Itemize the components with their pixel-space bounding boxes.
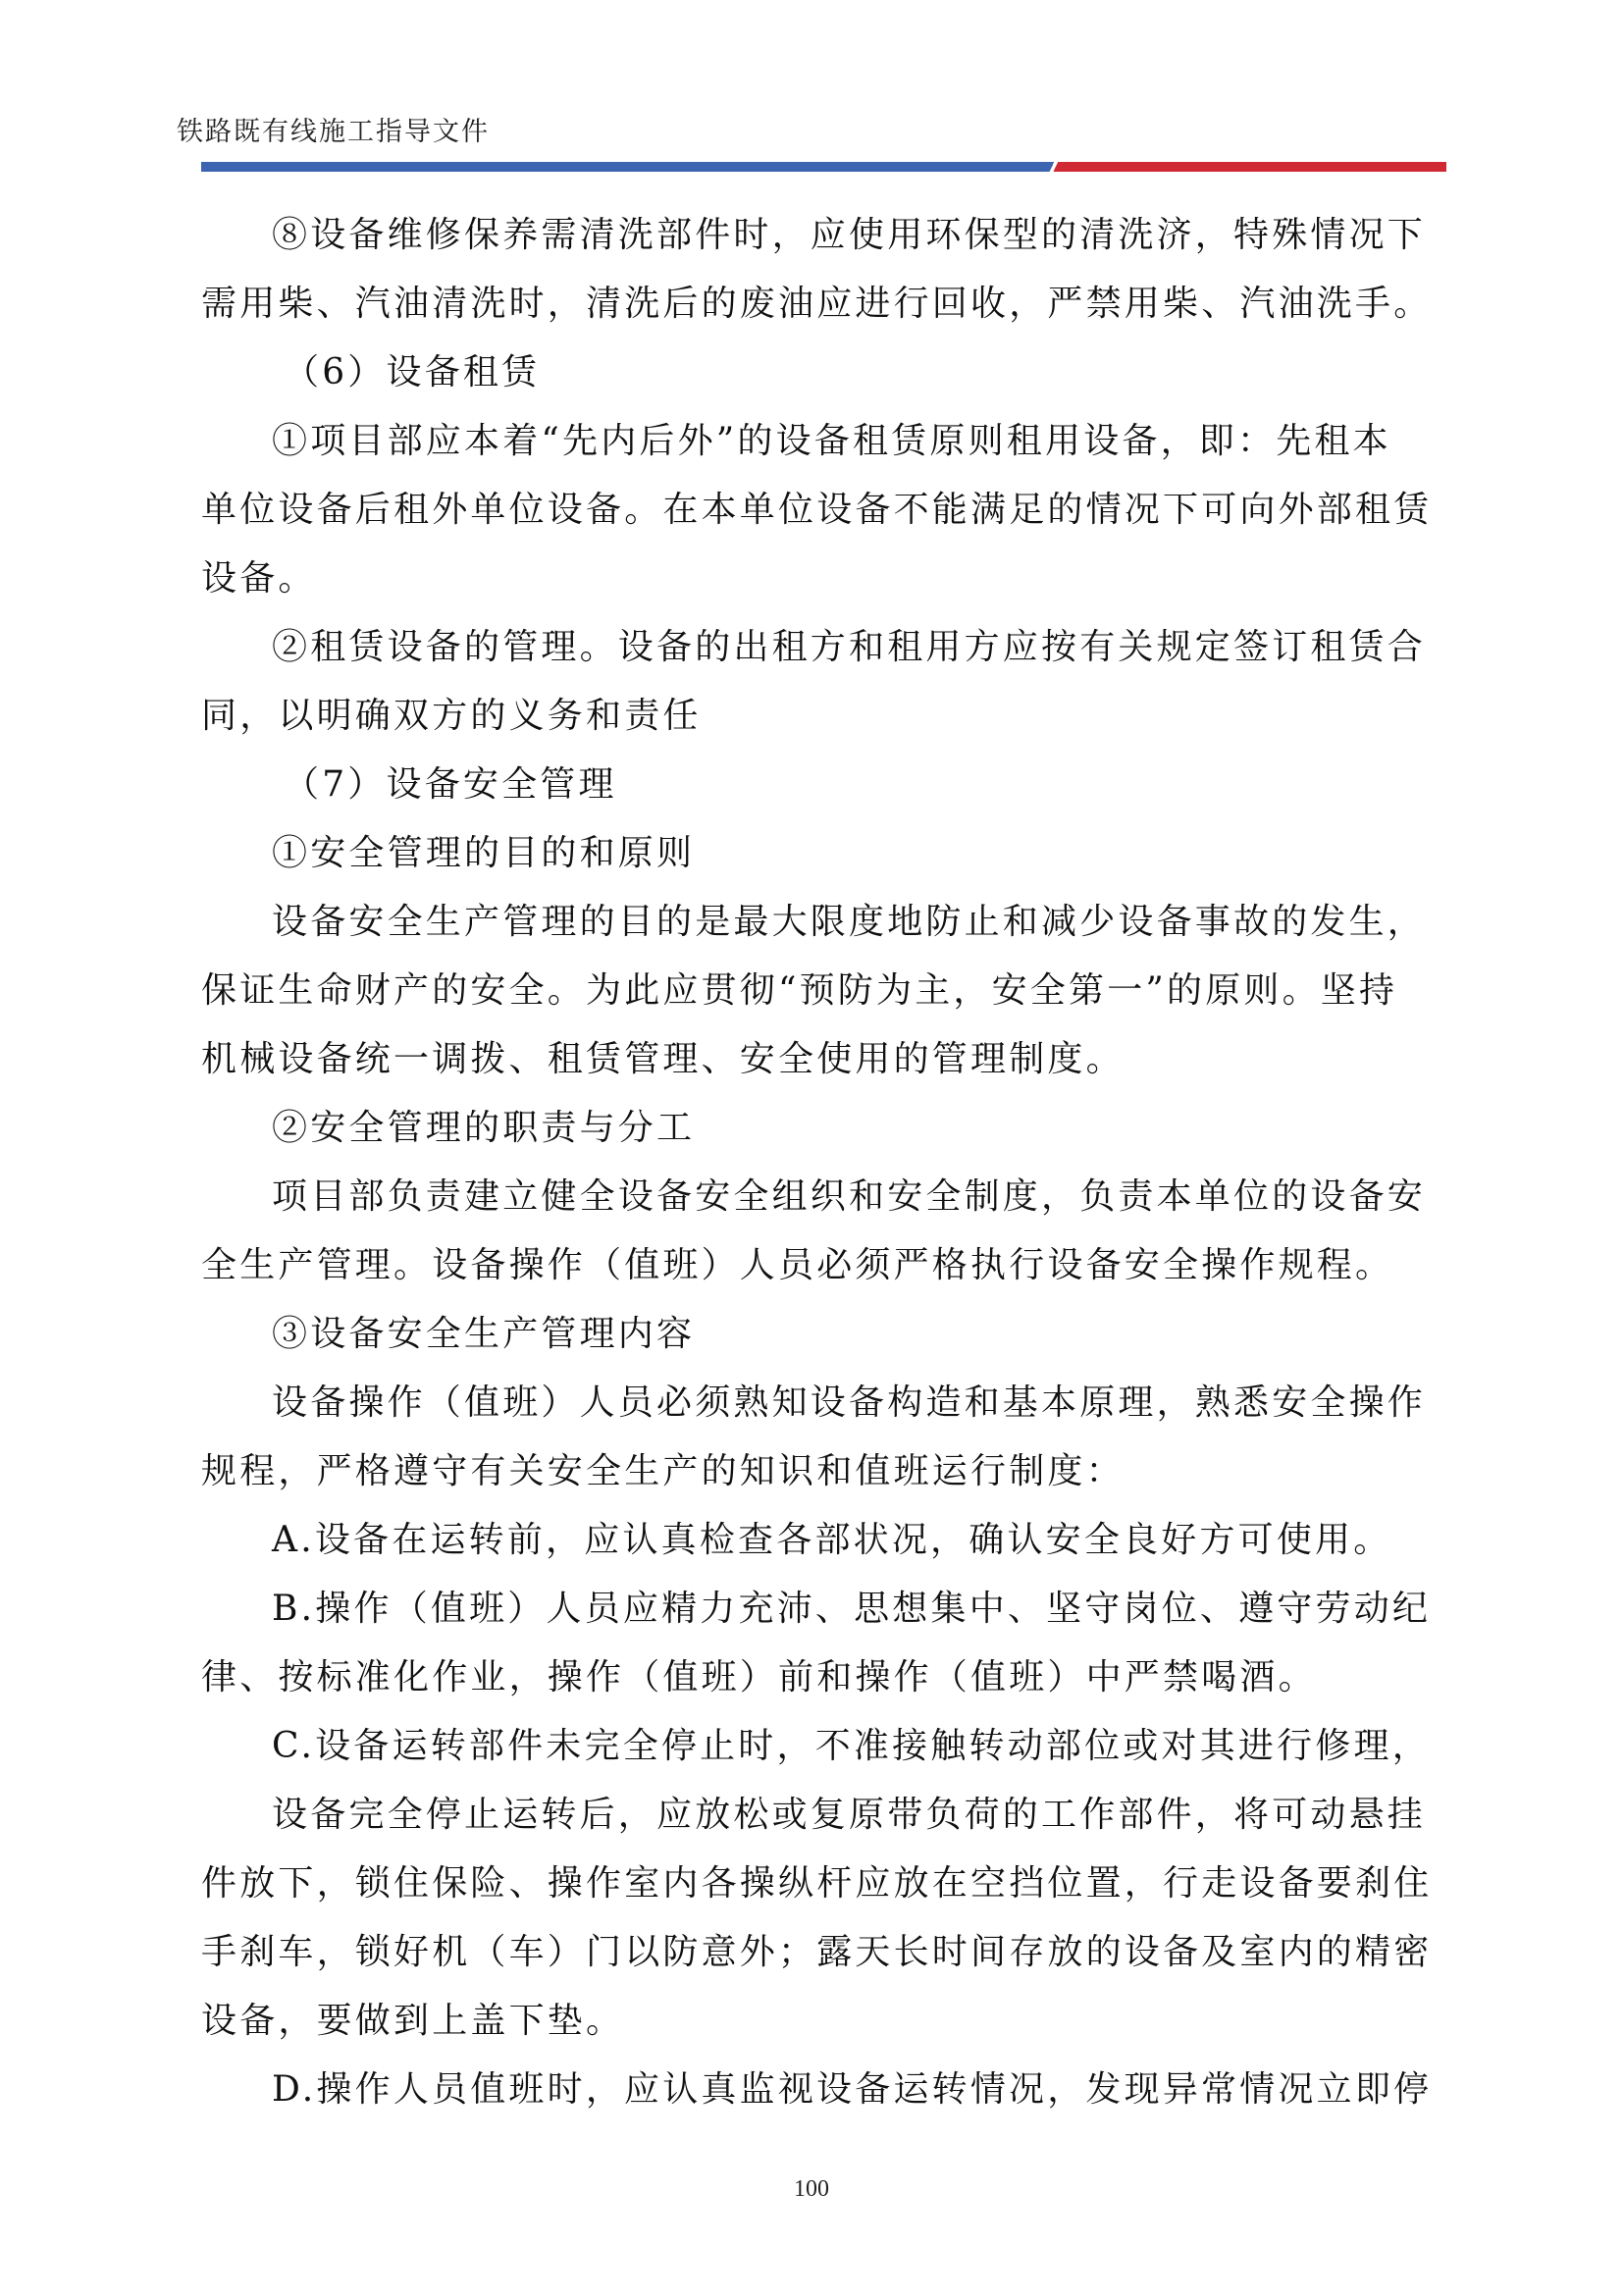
paragraph-line: 设备。 bbox=[201, 558, 317, 599]
paragraph-line: 设备安全生产管理的目的是最大限度地防止和减少设备事故的发生， bbox=[272, 902, 1427, 942]
paragraph-line: 手刹车，锁好机（车）门以防意外；露天长时间存放的设备及室内的精密 bbox=[201, 1932, 1433, 1972]
list-item-d: D.操作人员值班时，应认真监视设备运转情况，发现异常情况立即停 bbox=[272, 2069, 1433, 2110]
list-item-c: C.设备运转部件未完全停止时，不准接触转动部位或对其进行修理， bbox=[272, 1726, 1431, 1766]
subsection-heading: ②安全管理的职责与分工 bbox=[272, 1108, 696, 1148]
paragraph-line: 单位设备后租外单位设备。在本单位设备不能满足的情况下可向外部租赁 bbox=[201, 490, 1433, 530]
document-body bbox=[201, 201, 1447, 2124]
paragraph-line: ①项目部应本着“先内后外”的设备租赁原则租用设备，即：先租本 bbox=[272, 421, 1391, 461]
subsection-heading: ③设备安全生产管理内容 bbox=[272, 1314, 696, 1354]
subsection-heading: ①安全管理的目的和原则 bbox=[272, 833, 696, 873]
header-rule-red bbox=[1053, 162, 1446, 172]
paragraph-line: ⑧设备维修保养需清洗部件时，应使用环保型的清洗济，特殊情况下 bbox=[272, 215, 1427, 255]
paragraph-line: 机械设备统一调拨、租赁管理、安全使用的管理制度。 bbox=[201, 1039, 1125, 1079]
header-rule-blue bbox=[201, 162, 1053, 172]
section-heading: （7）设备安全管理 bbox=[284, 764, 617, 805]
paragraph-line: 同，以明确双方的义务和责任 bbox=[201, 696, 702, 736]
header-rule-divider bbox=[1038, 162, 1068, 172]
paragraph-line: 需用柴、汽油清洗时，清洗后的废油应进行回收，严禁用柴、汽油洗手。 bbox=[201, 284, 1433, 324]
paragraph-line: 设备操作（值班）人员必须熟知设备构造和基本原理，熟悉安全操作 bbox=[272, 1383, 1427, 1423]
paragraph-line: 设备，要做到上盖下垫。 bbox=[201, 2001, 625, 2041]
page-number: 100 bbox=[794, 2176, 829, 2202]
paragraph-line: 律、按标准化作业，操作（值班）前和操作（值班）中严禁喝酒。 bbox=[201, 1657, 1317, 1697]
section-heading: （6）设备租赁 bbox=[284, 352, 541, 392]
paragraph-line: 全生产管理。设备操作（值班）人员必须严格执行设备安全操作规程。 bbox=[201, 1245, 1394, 1285]
list-item-a: A.设备在运转前，应认真检查各部状况，确认安全良好方可使用。 bbox=[272, 1520, 1392, 1560]
list-item-b: B.操作（值班）人员应精力充沛、思想集中、坚守岗位、遵守劳动纪 bbox=[272, 1589, 1432, 1629]
paragraph-line: 规程，严格遵守有关安全生产的知识和值班运行制度： bbox=[201, 1451, 1125, 1491]
paragraph-line: ②租赁设备的管理。设备的出租方和租用方应按有关规定签订租赁合 bbox=[272, 627, 1427, 667]
paragraph-line: 项目部负责建立健全设备安全组织和安全制度，负责本单位的设备安 bbox=[272, 1176, 1427, 1217]
paragraph-line: 设备完全停止运转后，应放松或复原带负荷的工作部件，将可动悬挂 bbox=[272, 1795, 1427, 1835]
paragraph-line: 件放下，锁住保险、操作室内各操纵杆应放在空挡位置，行走设备要刹住 bbox=[201, 1863, 1433, 1904]
paragraph-line: 保证生命财产的安全。为此应贯彻“预防为主，安全第一”的原则。坚持 bbox=[201, 970, 1398, 1011]
document-header-title: 铁路既有线施工指导文件 bbox=[177, 117, 490, 147]
